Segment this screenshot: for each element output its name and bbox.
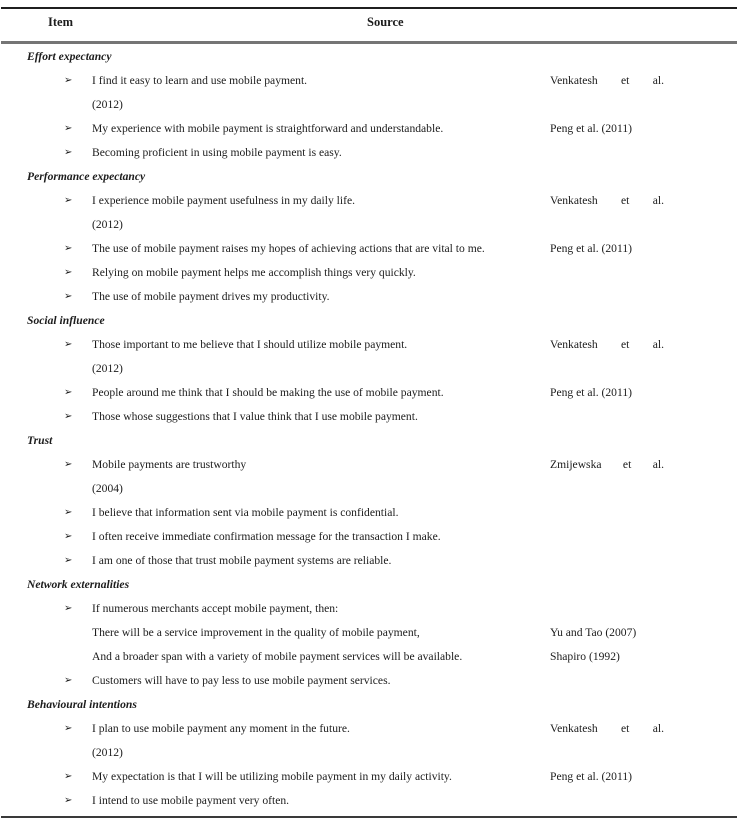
item-row bbox=[0, 285, 738, 309]
arrow-bullet-icon: ➢ bbox=[64, 267, 73, 278]
table-header-rule bbox=[1, 41, 737, 44]
item-row bbox=[0, 381, 738, 405]
table-body bbox=[0, 45, 738, 813]
arrow-bullet-icon: ➢ bbox=[64, 459, 73, 470]
item-continuation-row bbox=[0, 213, 738, 237]
arrow-bullet-icon: ➢ bbox=[64, 675, 73, 686]
item-text: I believe that information sent via mobile payment is confidential. bbox=[92, 506, 399, 519]
section-title: Social influence bbox=[27, 314, 105, 327]
item-row bbox=[0, 333, 738, 357]
item-text: If numerous merchants accept mobile payment, then: bbox=[92, 602, 339, 615]
arrow-bullet-icon: ➢ bbox=[64, 243, 73, 254]
source-citation: Venkatesh et al. bbox=[550, 194, 664, 207]
item-row bbox=[0, 501, 738, 525]
item-continuation-row bbox=[0, 645, 738, 669]
section-title: Performance expectancy bbox=[27, 170, 146, 183]
item-text: Those whose suggestions that I value think that I use mobile payment. bbox=[92, 410, 418, 423]
source-citation: Peng et al. (2011) bbox=[550, 122, 632, 135]
arrow-bullet-icon: ➢ bbox=[64, 507, 73, 518]
item-text: The use of mobile payment raises my hopes of achieving actions that are vital to me. bbox=[92, 242, 485, 255]
section-heading-row bbox=[0, 309, 738, 333]
item-text: Becoming proficient in using mobile payment is easy. bbox=[92, 146, 342, 159]
item-text: The use of mobile payment drives my productivity. bbox=[92, 290, 330, 303]
item-text: People around me think that I should be making the use of mobile payment. bbox=[92, 386, 444, 399]
item-text: My expectation is that I will be utilizing mobile payment in my daily activity. bbox=[92, 770, 452, 783]
item-row bbox=[0, 789, 738, 813]
source-citation: Venkatesh et al. bbox=[550, 74, 664, 87]
arrow-bullet-icon: ➢ bbox=[64, 339, 73, 350]
item-text: (2012) bbox=[92, 98, 123, 111]
source-citation: Venkatesh et al. bbox=[550, 722, 664, 735]
source-citation: Zmijewska et al. bbox=[550, 458, 664, 471]
arrow-bullet-icon: ➢ bbox=[64, 723, 73, 734]
item-row bbox=[0, 405, 738, 429]
section-title: Effort expectancy bbox=[27, 50, 112, 63]
item-text: Those important to me believe that I should utilize mobile payment. bbox=[92, 338, 408, 351]
item-text: (2012) bbox=[92, 362, 123, 375]
section-heading-row bbox=[0, 45, 738, 69]
arrow-bullet-icon: ➢ bbox=[64, 795, 73, 806]
section-title: Behavioural intentions bbox=[27, 698, 137, 711]
section-title: Network externalities bbox=[27, 578, 130, 591]
section-title: Trust bbox=[27, 434, 53, 447]
item-continuation-row bbox=[0, 621, 738, 645]
table-top-rule bbox=[1, 7, 737, 9]
arrow-bullet-icon: ➢ bbox=[64, 291, 73, 302]
arrow-bullet-icon: ➢ bbox=[64, 531, 73, 542]
item-text: Relying on mobile payment helps me accomplish things very quickly. bbox=[92, 266, 416, 279]
item-row bbox=[0, 597, 738, 621]
table-bottom-rule bbox=[1, 816, 737, 818]
item-row bbox=[0, 525, 738, 549]
item-text: Mobile payments are trustworthy bbox=[92, 458, 247, 471]
item-row bbox=[0, 237, 738, 261]
item-row bbox=[0, 549, 738, 573]
item-text: I am one of those that trust mobile payment systems are reliable. bbox=[92, 554, 392, 567]
arrow-bullet-icon: ➢ bbox=[64, 147, 73, 158]
item-text: I find it easy to learn and use mobile payment. bbox=[92, 74, 308, 87]
item-row bbox=[0, 69, 738, 93]
source-citation: Yu and Tao (2007) bbox=[550, 626, 637, 639]
item-row bbox=[0, 189, 738, 213]
arrow-bullet-icon: ➢ bbox=[64, 411, 73, 422]
source-citation: Shapiro (1992) bbox=[550, 650, 620, 663]
source-citation: Venkatesh et al. bbox=[550, 338, 664, 351]
item-text: (2004) bbox=[92, 482, 123, 495]
item-text: Customers will have to pay less to use mobile payment services. bbox=[92, 674, 391, 687]
arrow-bullet-icon: ➢ bbox=[64, 771, 73, 782]
source-citation: Peng et al. (2011) bbox=[550, 242, 632, 255]
item-row bbox=[0, 717, 738, 741]
arrow-bullet-icon: ➢ bbox=[64, 75, 73, 86]
item-text: I plan to use mobile payment any moment in the future. bbox=[92, 722, 350, 735]
item-continuation-row bbox=[0, 357, 738, 381]
item-text: (2012) bbox=[92, 746, 123, 759]
item-row bbox=[0, 765, 738, 789]
section-heading-row bbox=[0, 165, 738, 189]
item-continuation-row bbox=[0, 93, 738, 117]
item-row bbox=[0, 453, 738, 477]
source-citation: Peng et al. (2011) bbox=[550, 386, 632, 399]
item-text: My experience with mobile payment is straightforward and understandable. bbox=[92, 122, 444, 135]
section-heading-row bbox=[0, 573, 738, 597]
item-continuation-row bbox=[0, 477, 738, 501]
arrow-bullet-icon: ➢ bbox=[64, 555, 73, 566]
section-heading-row bbox=[0, 429, 738, 453]
column-header-item: Item bbox=[48, 15, 73, 29]
section-heading-row bbox=[0, 693, 738, 717]
item-text: And a broader span with a variety of mobile payment services will be available. bbox=[92, 650, 463, 663]
item-row bbox=[0, 141, 738, 165]
item-text: I experience mobile payment usefulness in my daily life. bbox=[92, 194, 356, 207]
item-row bbox=[0, 117, 738, 141]
arrow-bullet-icon: ➢ bbox=[64, 603, 73, 614]
arrow-bullet-icon: ➢ bbox=[64, 123, 73, 134]
item-text: (2012) bbox=[92, 218, 123, 231]
item-row bbox=[0, 669, 738, 693]
arrow-bullet-icon: ➢ bbox=[64, 387, 73, 398]
arrow-bullet-icon: ➢ bbox=[64, 195, 73, 206]
item-text: I intend to use mobile payment very often. bbox=[92, 794, 290, 807]
source-citation: Peng et al. (2011) bbox=[550, 770, 632, 783]
item-continuation-row bbox=[0, 741, 738, 765]
item-text: There will be a service improvement in the quality of mobile payment, bbox=[92, 626, 420, 639]
column-header-source: Source bbox=[367, 15, 404, 29]
item-text: I often receive immediate confirmation message for the transaction I make. bbox=[92, 530, 441, 543]
item-row bbox=[0, 261, 738, 285]
